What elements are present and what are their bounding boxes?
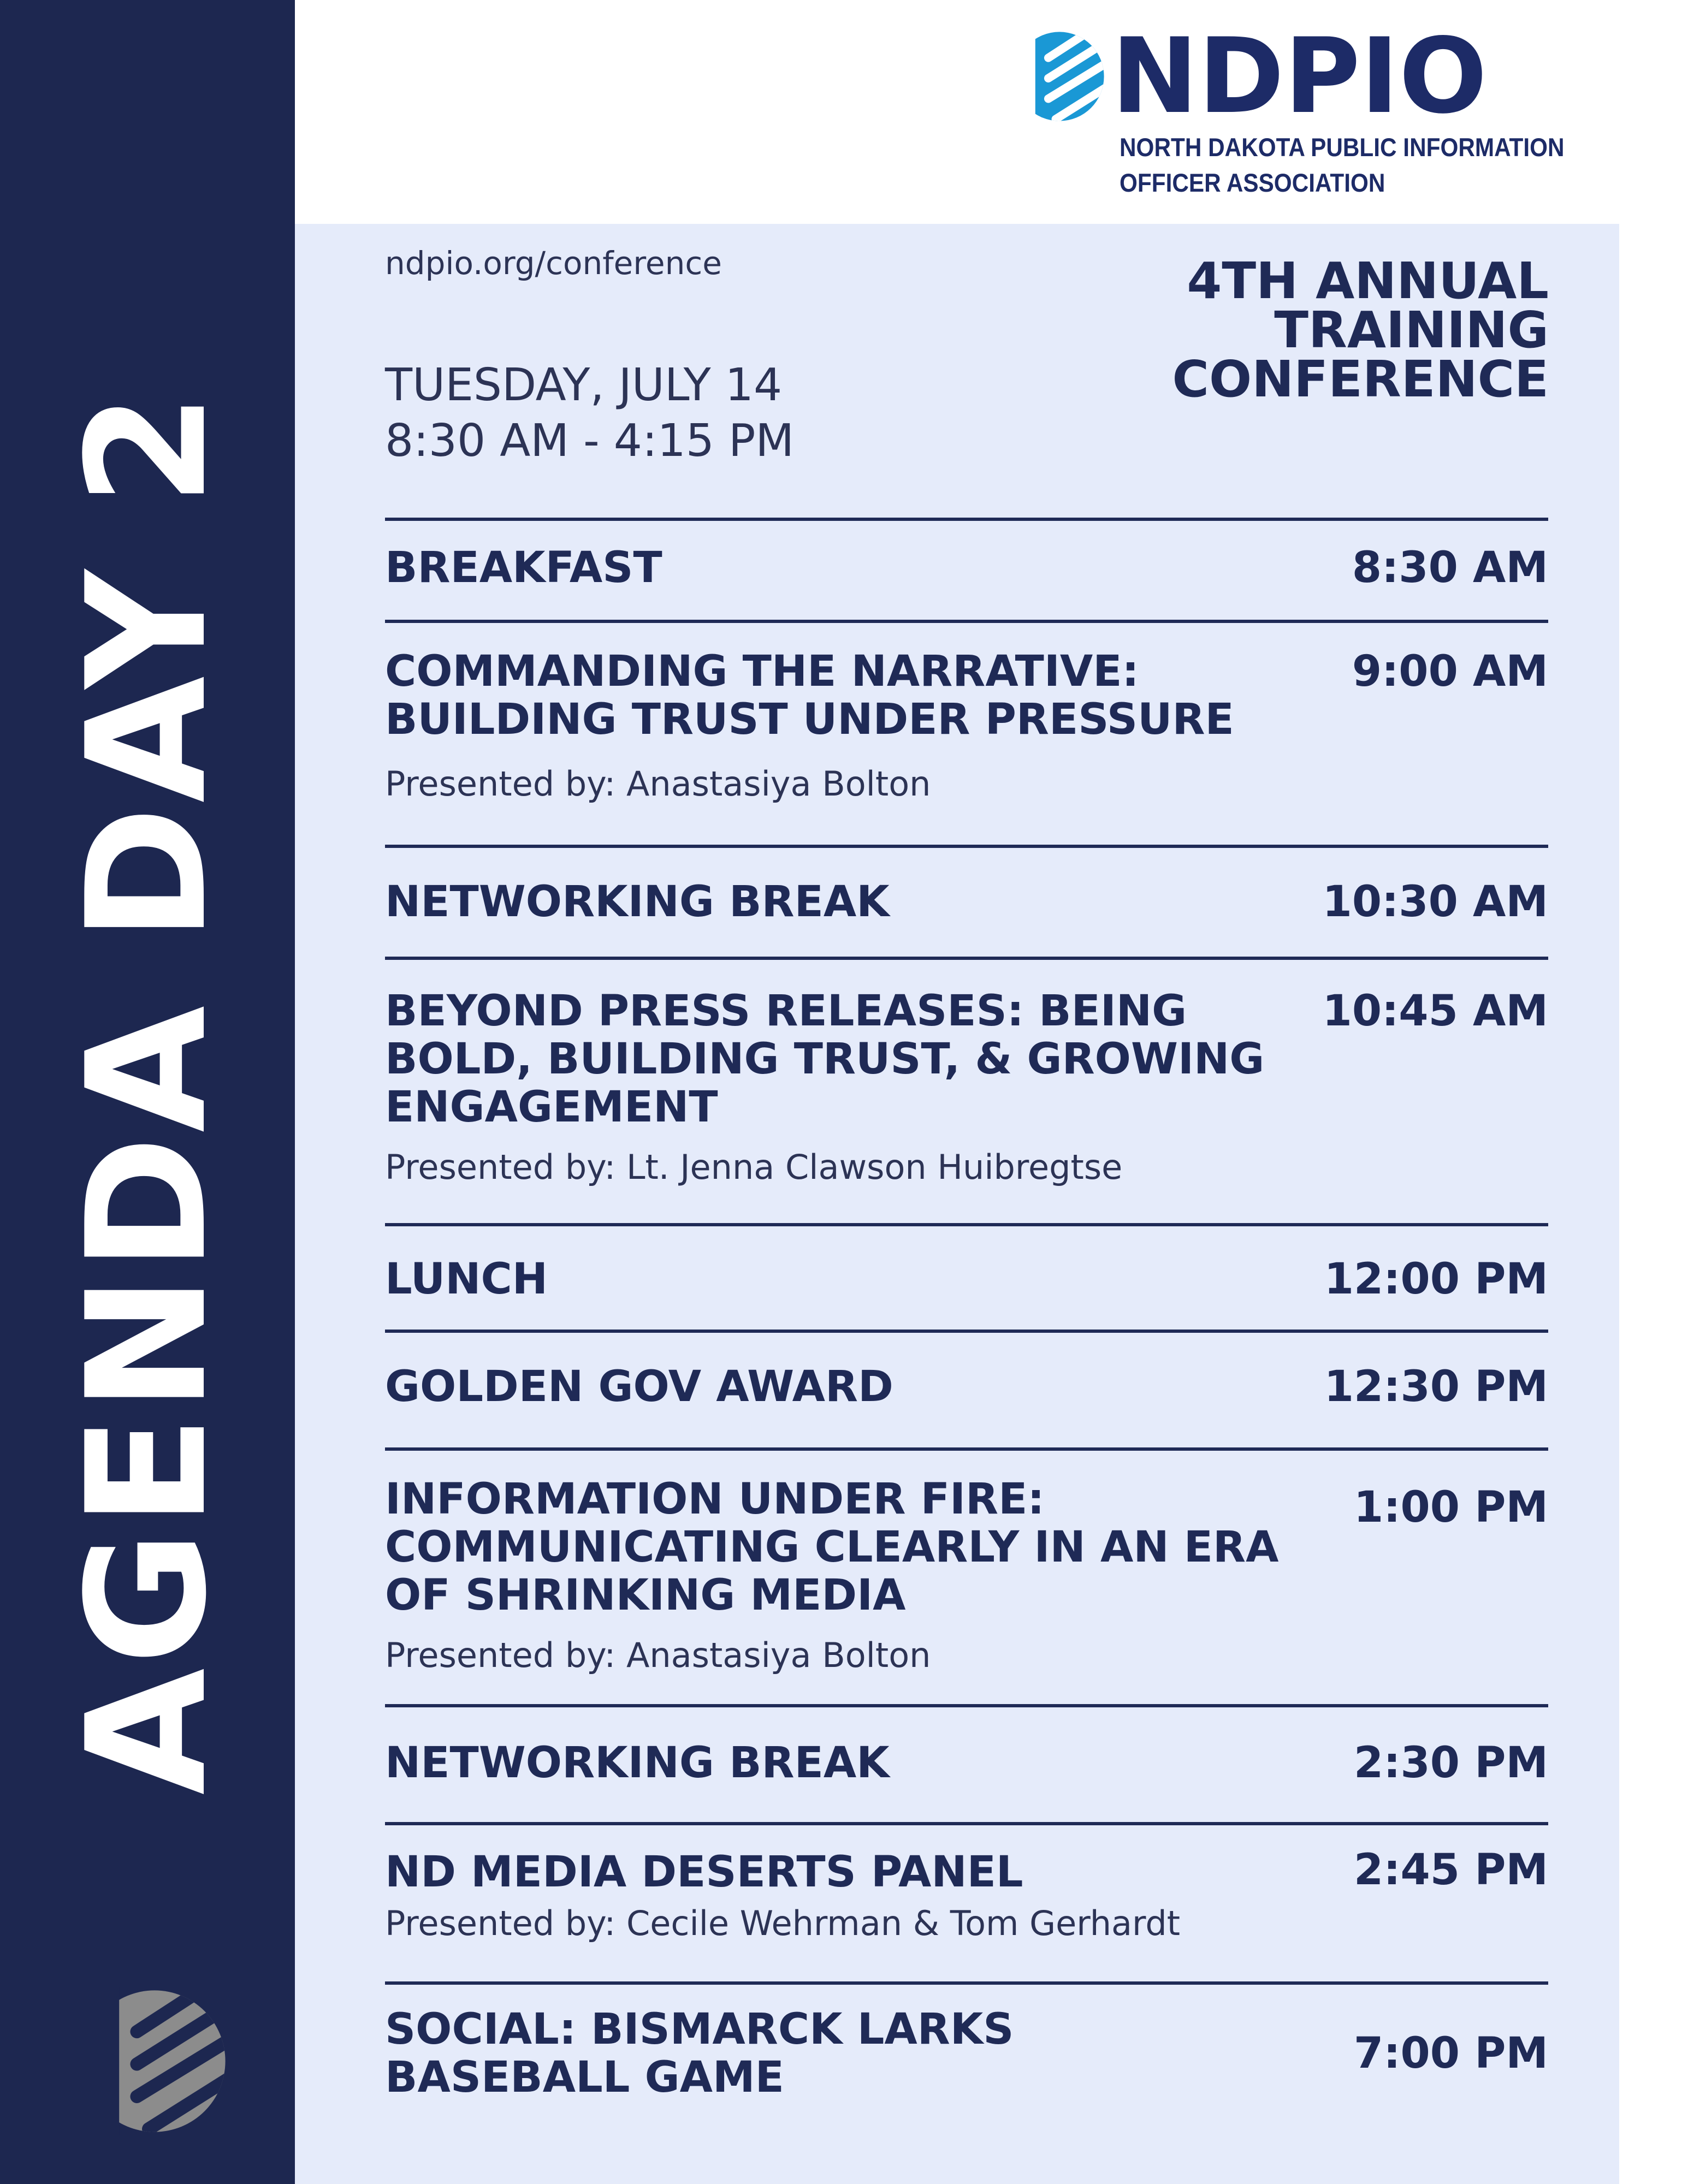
event-date-block <box>385 358 794 469</box>
agenda-item-presenter: Presented by: Cecile Wehrman & Tom Gerhardt <box>385 1903 1181 1943</box>
agenda-item-time: 2:45 PM <box>1354 1845 1548 1895</box>
ndpio-logo-icon <box>1013 30 1106 123</box>
agenda-item-title: GOLDEN GOV AWARD <box>385 1362 893 1411</box>
brand-subtitle: NORTH DAKOTA PUBLIC INFORMATION OFFICER ASSOCIATION <box>1120 133 1565 197</box>
brand-name: NDPIO <box>1111 16 1488 136</box>
agenda-list <box>385 518 1548 2123</box>
agenda-item-time: 10:30 AM <box>1322 877 1548 927</box>
agenda-item-title: NETWORKING BREAK <box>385 877 890 927</box>
agenda-item <box>385 1223 1548 1330</box>
agenda-item <box>385 518 1548 620</box>
conference-url[interactable]: ndpio.org/conference <box>385 245 722 282</box>
agenda-item-presenter: Presented by: Lt. Jenna Clawson Huibregtse <box>385 1147 1123 1187</box>
agenda-item <box>385 1704 1548 1822</box>
conference-title-line: 4TH ANNUAL <box>1187 252 1549 310</box>
agenda-item-presenter: Presented by: Anastasiya Bolton <box>385 764 931 804</box>
agenda-item-title: INFORMATION UNDER FIRE: COMMUNICATING CLEARLY IN AN ERA OF SHRINKING MEDIA <box>385 1475 1279 1620</box>
agenda-item-title: BEYOND PRESS RELEASES: BEING BOLD, BUILDING TRUST, & GROWING ENGAGEMENT <box>385 987 1265 1132</box>
agenda-item-time: 1:00 PM <box>1354 1483 1548 1532</box>
agenda-item-title: NETWORKING BREAK <box>385 1738 890 1788</box>
agenda-item <box>385 957 1548 1223</box>
agenda-item <box>385 1447 1548 1704</box>
agenda-item-title: ND MEDIA DESERTS PANEL <box>385 1848 1023 1897</box>
agenda-item <box>385 1330 1548 1447</box>
agenda-item-time: 8:30 AM <box>1352 543 1548 592</box>
conference-title-line: CONFERENCE <box>1172 350 1549 408</box>
event-hours: 8:30 AM - 4:15 PM <box>385 415 795 467</box>
sidebar <box>0 0 295 2184</box>
agenda-item-time: 7:00 PM <box>1354 2029 1548 2078</box>
agenda-item-title: COMMANDING THE NARRATIVE: BUILDING TRUST UNDER PRESSURE <box>385 647 1234 744</box>
agenda-item <box>385 620 1548 845</box>
event-date: TUESDAY, JULY 14 <box>385 359 783 411</box>
agenda-item-time: 9:00 AM <box>1352 647 1548 696</box>
agenda-item-time: 12:30 PM <box>1324 1362 1548 1411</box>
agenda-item-presenter: Presented by: Anastasiya Bolton <box>385 1635 931 1675</box>
agenda-item-title: BREAKFAST <box>385 543 662 592</box>
conference-title-line: TRAINING <box>1274 301 1549 359</box>
agenda-day-title: AGENDA DAY 2 <box>52 389 242 1795</box>
ndpio-logo-gray-icon <box>81 1987 228 2135</box>
agenda-item <box>385 845 1548 957</box>
agenda-item-time: 10:45 AM <box>1322 987 1548 1036</box>
agenda-item-time: 12:00 PM <box>1324 1255 1548 1304</box>
agenda-item <box>385 1822 1548 1981</box>
agenda-item <box>385 1981 1548 2123</box>
agenda-item-time: 2:30 PM <box>1354 1738 1548 1788</box>
conference-title <box>1172 252 1549 408</box>
agenda-item-title: SOCIAL: BISMARCK LARKS BASEBALL GAME <box>385 2005 1014 2102</box>
agenda-item-title: LUNCH <box>385 1255 548 1304</box>
